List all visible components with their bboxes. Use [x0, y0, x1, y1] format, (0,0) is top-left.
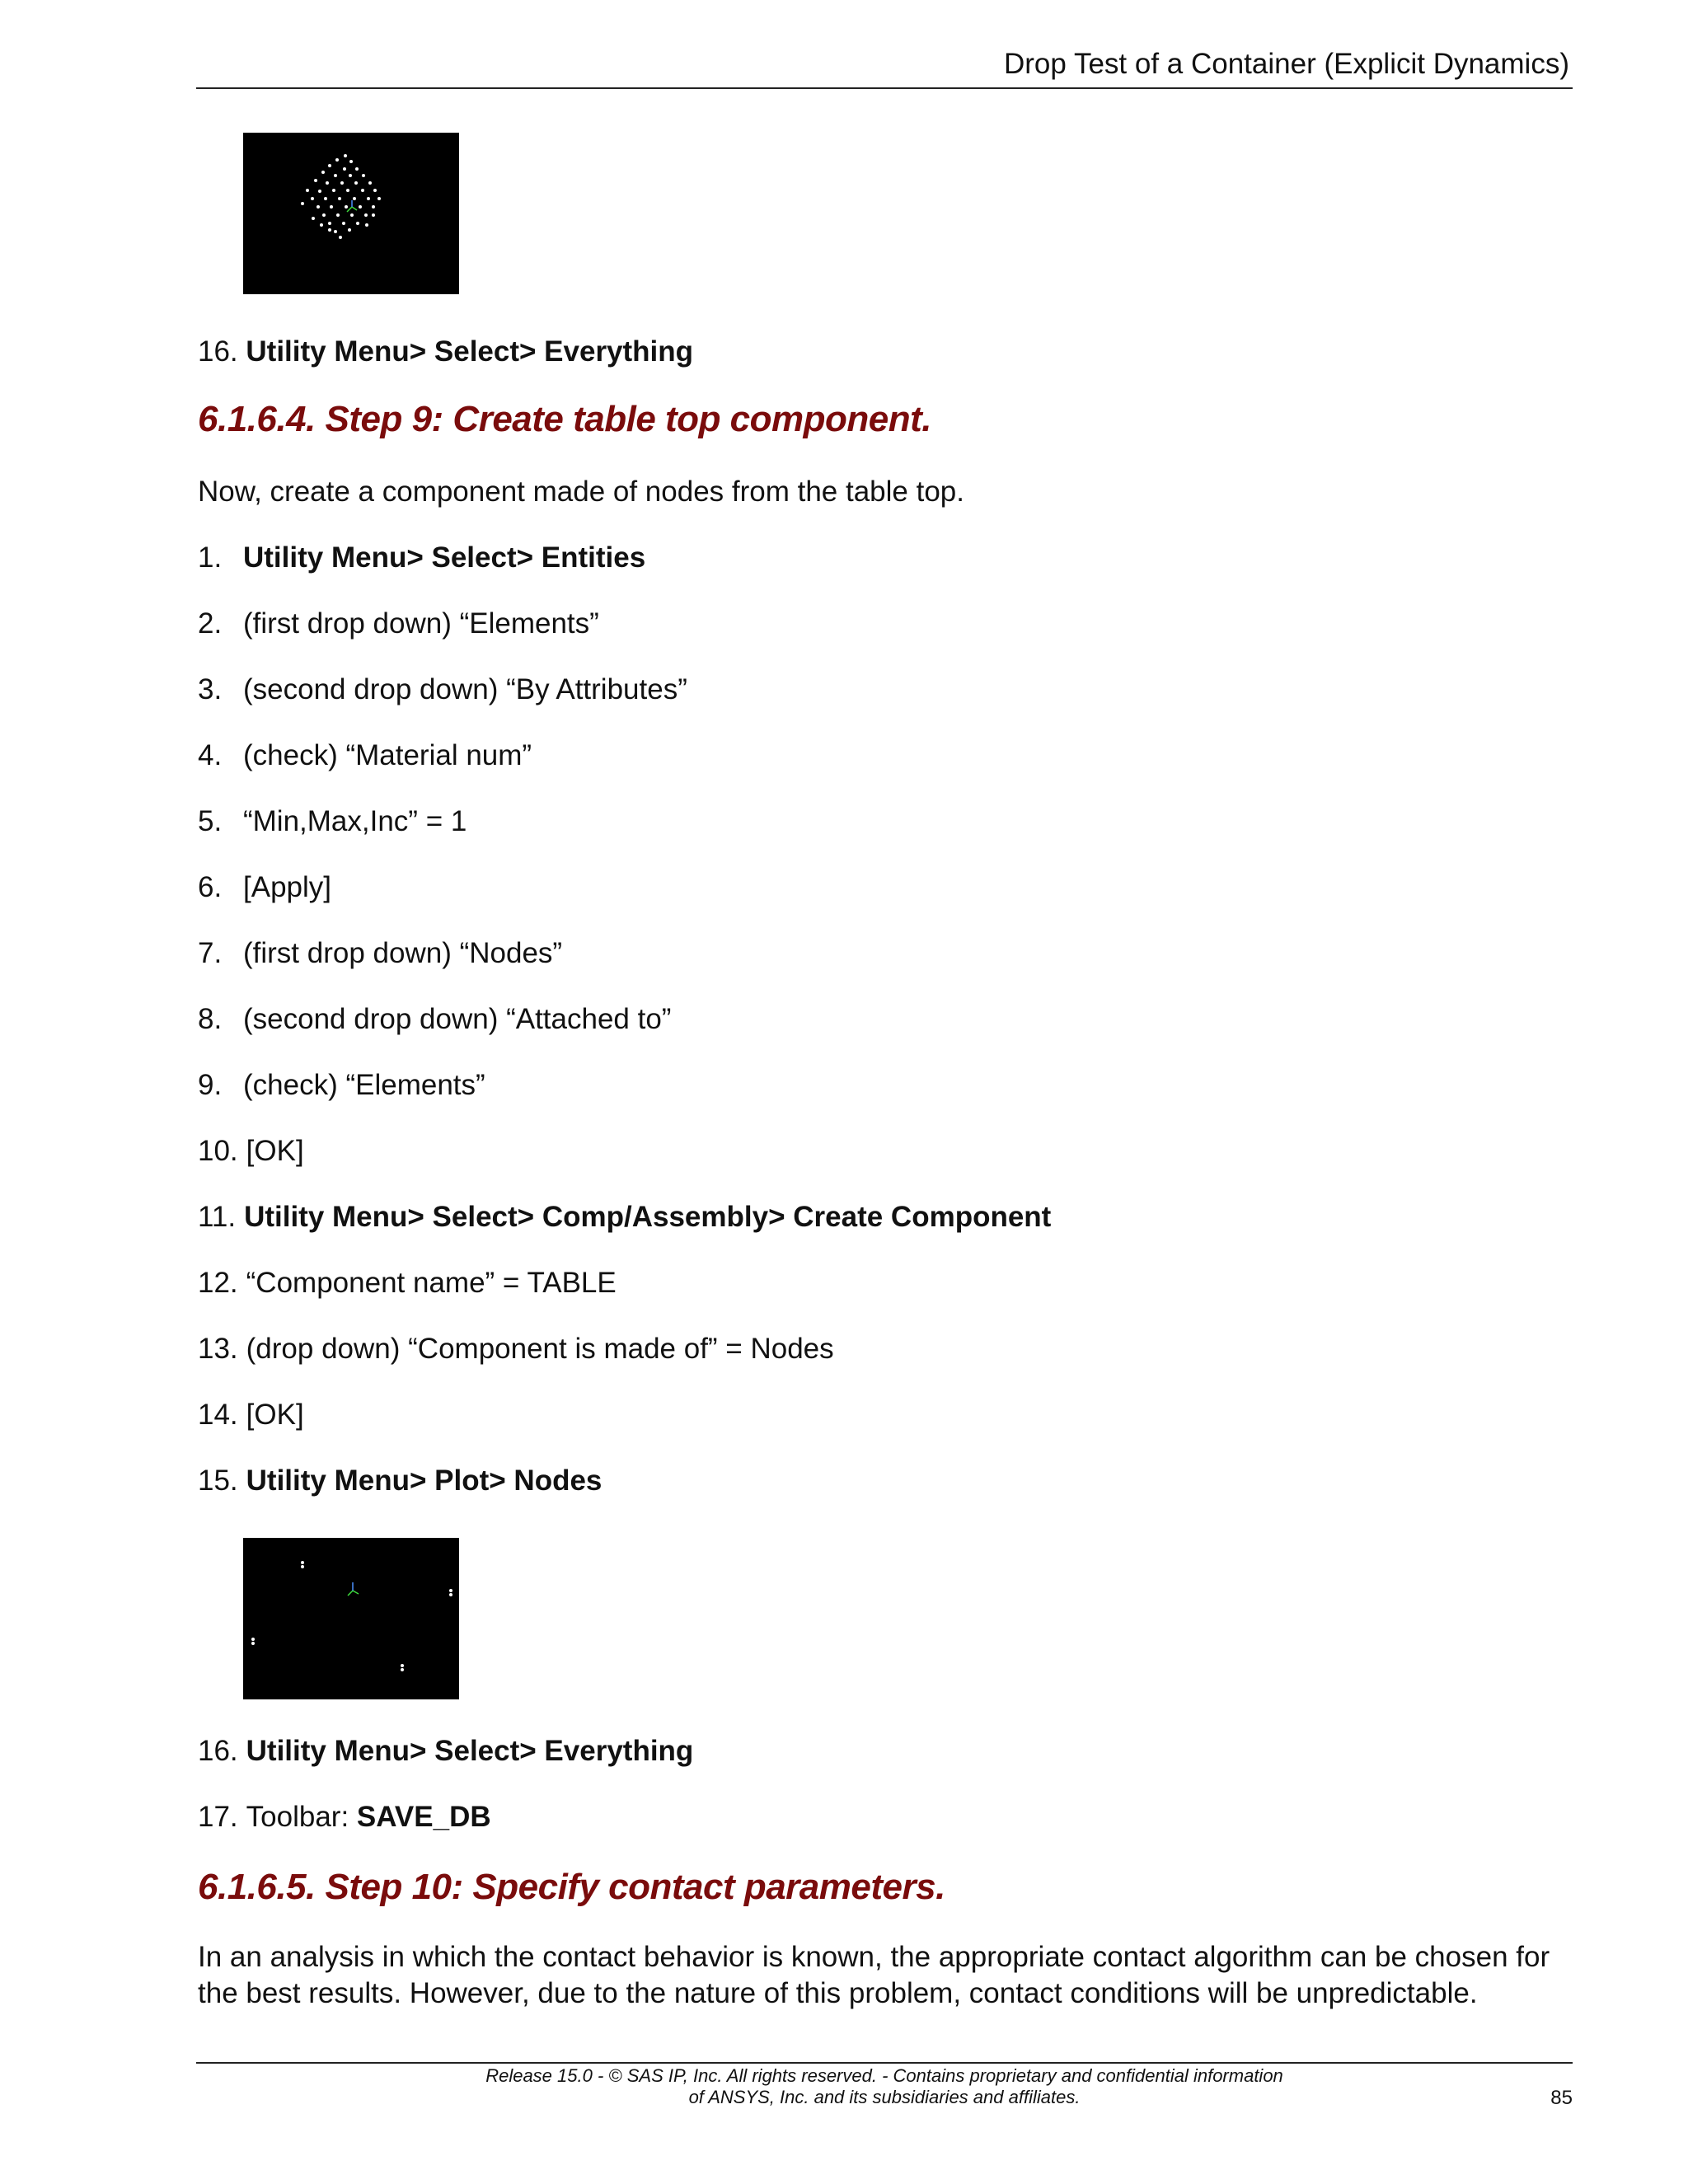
list-item	[198, 1199, 1051, 1235]
step-number: 16.	[198, 1735, 238, 1767]
node-plot-figure-bottom	[243, 1538, 459, 1699]
step-text: (second drop down) “By Attributes”	[243, 673, 687, 705]
step-number: 8.	[198, 1003, 223, 1035]
step-text: (second drop down) “Attached to”	[243, 1003, 672, 1035]
step-16-top	[198, 334, 693, 370]
page-number: 85	[1550, 2087, 1573, 2109]
step-text: “Component name” = TABLE	[246, 1267, 617, 1299]
list-item	[198, 1463, 602, 1499]
list-item	[198, 1001, 671, 1038]
header-title: Drop Test of a Container (Explicit Dynamics)	[1004, 48, 1569, 80]
step-text: “Min,Max,Inc” = 1	[243, 805, 467, 837]
list-item	[198, 1265, 617, 1301]
step-text: (drop down) “Component is made of” = Nodes	[246, 1333, 834, 1365]
step-text-bold: SAVE_DB	[356, 1801, 491, 1833]
step-text: Utility Menu> Plot> Nodes	[246, 1465, 603, 1497]
list-item	[198, 606, 599, 642]
node-cloud-graphic	[243, 133, 459, 294]
step-number: 1.	[198, 541, 223, 574]
list-item	[198, 1397, 304, 1433]
step-text: [OK]	[246, 1399, 304, 1431]
step-text: Utility Menu> Select> Everything	[246, 335, 694, 368]
list-item	[198, 738, 532, 774]
step-number: 9.	[198, 1069, 223, 1101]
footer-copyright	[196, 2065, 1573, 2108]
step-text: (first drop down) “Elements”	[243, 607, 599, 640]
step-number: 7.	[198, 937, 223, 969]
step-number: 14.	[198, 1399, 238, 1431]
list-item	[198, 935, 562, 972]
step-text: Utility Menu> Select> Entities	[243, 541, 646, 574]
node-sparse-graphic	[243, 1538, 459, 1699]
step-number: 16.	[198, 335, 238, 368]
page-header	[196, 41, 1573, 89]
section-heading-step-9: 6.1.6.4. Step 9: Create table top component.	[198, 399, 931, 439]
node-plot-figure-top	[243, 133, 459, 294]
step-number: 15.	[198, 1465, 238, 1497]
step-number: 12.	[198, 1267, 238, 1299]
step-number: 13.	[198, 1333, 238, 1365]
list-item	[198, 1067, 485, 1104]
section-heading-step-10: 6.1.6.5. Step 10: Specify contact parameters.	[198, 1867, 945, 1907]
step-number: 4.	[198, 739, 223, 771]
footer-line-2: of ANSYS, Inc. and its subsidiaries and affiliates.	[688, 2087, 1081, 2107]
step-text: Utility Menu> Select> Comp/Assembly> Create Component	[244, 1201, 1052, 1233]
step-number: 2.	[198, 607, 223, 640]
section-body: In an analysis in which the contact behavior is known, the appropriate contact algorithm can be chosen for the best results. However, due to the nature of this problem, contact conditions will be unpredictable.	[198, 1941, 1550, 2009]
step-number: 17.	[198, 1801, 238, 1833]
list-item	[198, 1799, 491, 1835]
step-text: [Apply]	[243, 871, 331, 903]
step-text: [OK]	[246, 1135, 304, 1167]
section-intro: Now, create a component made of nodes from the table top.	[198, 476, 964, 508]
step-text: Utility Menu> Select> Everything	[246, 1735, 694, 1767]
list-item	[198, 1331, 834, 1367]
step-number: 3.	[198, 673, 223, 705]
step-text: (check) “Material num”	[243, 739, 532, 771]
step-number: 6.	[198, 871, 223, 903]
step-number: 10.	[198, 1135, 238, 1167]
footer-line-1: Release 15.0 - © SAS IP, Inc. All rights reserved. - Contains proprietary and confidential information	[485, 2065, 1283, 2086]
list-item	[198, 540, 645, 576]
step-number: 5.	[198, 805, 223, 837]
footer-divider	[196, 2062, 1573, 2064]
step-text: (first drop down) “Nodes”	[243, 937, 563, 969]
step-text: (check) “Elements”	[243, 1069, 485, 1101]
list-item	[198, 804, 467, 840]
list-item	[198, 869, 331, 906]
step-number: 11.	[198, 1201, 237, 1233]
list-item	[198, 672, 687, 708]
list-item	[198, 1733, 693, 1769]
list-item	[198, 1133, 304, 1169]
step-text-prefix: Toolbar:	[246, 1801, 357, 1833]
